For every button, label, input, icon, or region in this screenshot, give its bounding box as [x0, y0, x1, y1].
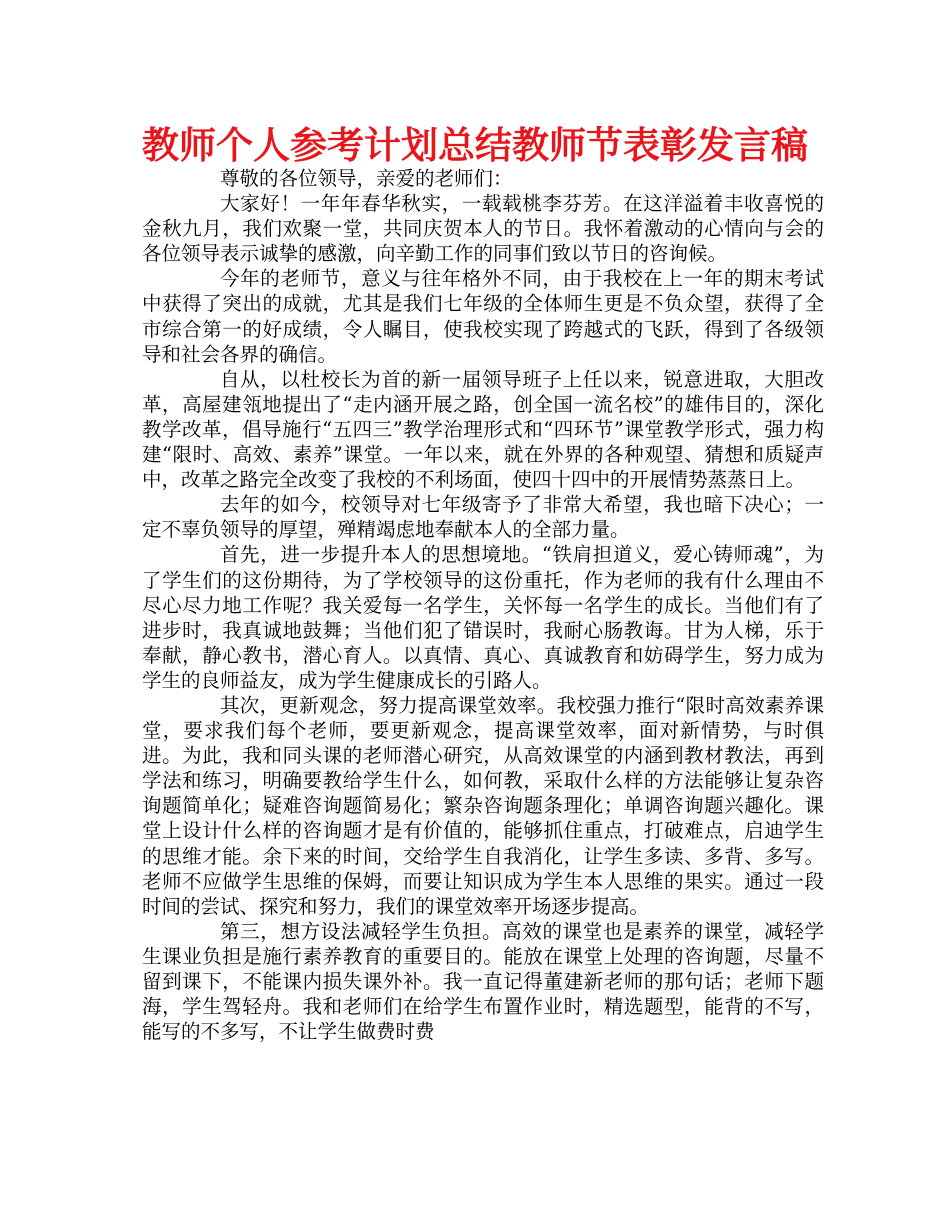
- paragraph: 第三，想方设法减轻学生负担。高效的课堂也是素养的课堂，减轻学生课业负担是施行素养教育的重要目的。能放在课堂上处理的咨询题，尽量不留到课下，不能课内损失课外补。我一直记得董建新老师的那句话；老师下题海，学生驾轻舟。我和老师们在给学生布置作业时，精选题型，能背的不写，能写的不多写，不让学生做费时费: [142, 919, 824, 1044]
- document-body: [142, 166, 824, 1044]
- paragraph: 首先，进一步提升本人的思想境地。“铁肩担道义，爱心铸师魂”，为了学生们的这份期待，为了学校领导的这份重托，作为老师的我有什么理由不尽心尽力地工作呢？我关爱每一名学生，关怀每一名学生的成长。当他们有了进步时，我真诚地鼓舞；当他们犯了错误时，我耐心肠教诲。甘为人梯，乐于奉献，静心教书，潜心育人。以真情、真心、真诚教育和妨碍学生，努力成为学生的良师益友，成为学生健康成长的引路人。: [142, 543, 824, 692]
- paragraph: 自从，以杜校长为首的新一届领导班子上任以来，锐意进取，大胆改革，高屋建瓴地提出了“走内涵开展之路，创全国一流名校”的雄伟目的，深化教学改革，倡导施行“五四三”教学治理形式和“四环节”课堂教学形式，强力构建“限时、高效、素养”课堂。一年以来，就在外界的各种观望、猜想和质疑声中，改革之路完全改变了我校的不利场面，使四十四中的开展情势蒸蒸日上。: [142, 367, 824, 492]
- salutation: 尊敬的各位领导，亲爱的老师们：: [220, 167, 513, 190]
- paragraph: 去年的如今，校领导对七年级寄予了非常大希望，我也暗下决心；一定不辜负领导的厚望，殚精竭虑地奉献本人的全部力量。: [142, 493, 824, 542]
- paragraph: 今年的老师节，意义与往年格外不同，由于我校在上一年的期末考试中获得了突出的成就，尤其是我们七年级的全体师生更是不负众望，获得了全市综合第一的好成绩，令人瞩目，使我校实现了跨越式的飞跃，得到了各级领导和社会各界的确信。: [142, 267, 824, 366]
- document-title: 教师个人参考计划总结教师节表彰发言稿: [142, 124, 808, 167]
- paragraph: 其次，更新观念，努力提高课堂效率。我校强力推行“限时高效素养课堂，要求我们每个老师，要更新观念，提高课堂效率，面对新情势，与时俱进。为此，我和同头课的老师潜心研究，从高效课堂的内涵到教材教法，再到学法和练习，明确要教给学生什么，如何教，采取什么样的方法能够让复杂咨询题简单化；疑难咨询题简易化；繁杂咨询题条理化；单调咨询题兴趣化。课堂上设计什么样的咨询题才是有价值的，能够抓住重点，打破难点，启迪学生的思维才能。余下来的时间，交给学生自我消化，让学生多读、多背、多写。老师不应做学生思维的保姆，而要让知识成为学生本人思维的果实。通过一段时间的尝试、探究和努力，我们的课堂效率开场逐步提高。: [142, 693, 824, 918]
- paragraph: 大家好！一年年春华秋实，一载载桃李芬芳。在这洋溢着丰收喜悦的金秋九月，我们欢聚一堂，共同庆贺本人的节日。我怀着激动的心情向与会的各位领导表示诚挚的感激，向辛勤工作的同事们致以节日的咨询候。: [142, 192, 824, 266]
